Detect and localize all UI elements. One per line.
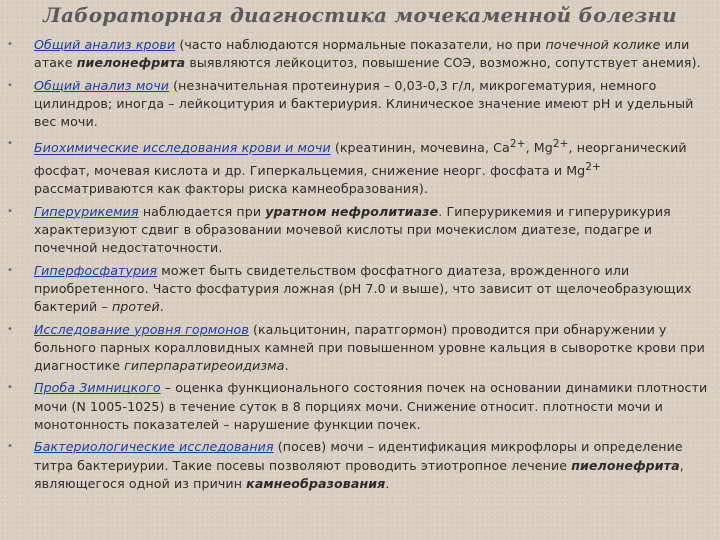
- item-text: (часто наблюдаются нормальные показатели, но при: [175, 37, 546, 52]
- item-emphasis: камнеобразования: [246, 475, 386, 491]
- link-bacteriological-tests[interactable]: Бактериологические исследования: [34, 439, 274, 455]
- link-hyperuricemia[interactable]: Гиперурикемия: [34, 203, 139, 219]
- bullet-icon: •: [7, 205, 13, 217]
- list-item: [0, 379, 720, 434]
- item-text: . Гиперурикемия и гиперурикурия характеризуют сдвиг в образовании мочевой кислоты при мочекислом диатезе, подагре и почечной недостаточности.: [34, 203, 671, 256]
- item-text: или атаке: [34, 37, 690, 71]
- item-text: .: [385, 475, 390, 491]
- item-text: (незначительная протеинурия – 0,03-0,3 г/л, микрогематурия, немного цилиндров; иногда – лейкоцитурия и бактериурия. Клиническое значение имеют рН и удельный вес мочи.: [34, 77, 694, 130]
- item-text: (креатинин, мочевина, Ca: [330, 140, 510, 156]
- bullet-list: [0, 36, 720, 497]
- item-emphasis: почечной колике: [545, 37, 661, 52]
- link-hyperphosphaturia[interactable]: Гиперфосфатурия: [34, 262, 158, 278]
- superscript: 2+: [552, 138, 569, 151]
- bullet-icon: •: [7, 138, 13, 150]
- bullet-icon: •: [7, 323, 13, 335]
- bullet-icon: •: [7, 264, 13, 276]
- item-text: , являющегося одной из причин: [34, 457, 684, 491]
- item-emphasis: пиелонефрита: [571, 457, 680, 473]
- item-emphasis: гиперпаратиреоидизма: [124, 358, 285, 374]
- list-item: [0, 203, 720, 258]
- item-text: выявляются лейкоцитоз, повышение СОЭ, возможно, сопутствует анемия).: [185, 55, 701, 71]
- item-text: (посев) мочи – идентификация микрофлоры и определение титра бактериурии. Такие посевы позволяют проводить этиотропное лечение: [34, 439, 683, 473]
- bullet-icon: •: [7, 382, 13, 394]
- item-text: , неорганический фосфат, мочевая кислота и др. Гиперкальцемия, снижение неорг. фосфата и Mg: [34, 140, 687, 179]
- list-item: [0, 262, 720, 317]
- item-text: .: [159, 299, 164, 315]
- list-item: [0, 321, 720, 376]
- list-item: [0, 438, 720, 493]
- item-text: , Mg: [525, 140, 553, 156]
- item-emphasis: уратном нефролитиазе: [265, 203, 439, 219]
- item-text: рассматриваются как факторы риска камнеобразования).: [34, 181, 428, 197]
- list-item: [0, 77, 720, 132]
- item-emphasis: пиелонефрита: [76, 55, 186, 71]
- superscript: 2+: [509, 138, 526, 151]
- slide-title: Лабораторная диагностика мочекаменной болезни: [43, 3, 677, 27]
- list-item: [0, 36, 720, 73]
- link-general-blood-test[interactable]: Общий анализ крови: [34, 37, 176, 52]
- link-zimnitsky-test[interactable]: Проба Зимницкого: [34, 380, 161, 396]
- superscript: 2+: [585, 160, 601, 173]
- bullet-icon: •: [7, 79, 13, 91]
- bullet-icon: •: [7, 39, 13, 50]
- item-text: – оценка функционального состояния почек на основании динамики плотности мочи (N 1005-1025) в течение суток в 8 порциях мочи. Снижение относит. плотности мочи и монотонность показателей – нарушение функции почек.: [34, 380, 708, 433]
- list-item: [0, 135, 720, 198]
- link-general-urine-test[interactable]: Общий анализ мочи: [34, 77, 170, 93]
- link-hormone-levels[interactable]: Исследование уровня гормонов: [34, 321, 249, 337]
- item-text: может быть свидетельством фосфатного диатеза, врожденного или приобретенного. Часто фосфатурия ложная (рН 7.0 и выше), что зависит от щелочеобразующих бактерий –: [34, 262, 692, 315]
- item-text: .: [284, 358, 289, 374]
- link-biochemical-tests[interactable]: Биохимические исследования крови и мочи: [34, 140, 331, 156]
- item-text: наблюдается при: [138, 203, 266, 219]
- item-emphasis: протей: [111, 299, 160, 315]
- bullet-icon: •: [7, 441, 13, 453]
- item-text: (кальцитонин, паратгормон) проводится при обнаружении у больного парных коралловидных камней при повышенном уровне кальция в сыворотке крови при диагностике: [34, 321, 705, 374]
